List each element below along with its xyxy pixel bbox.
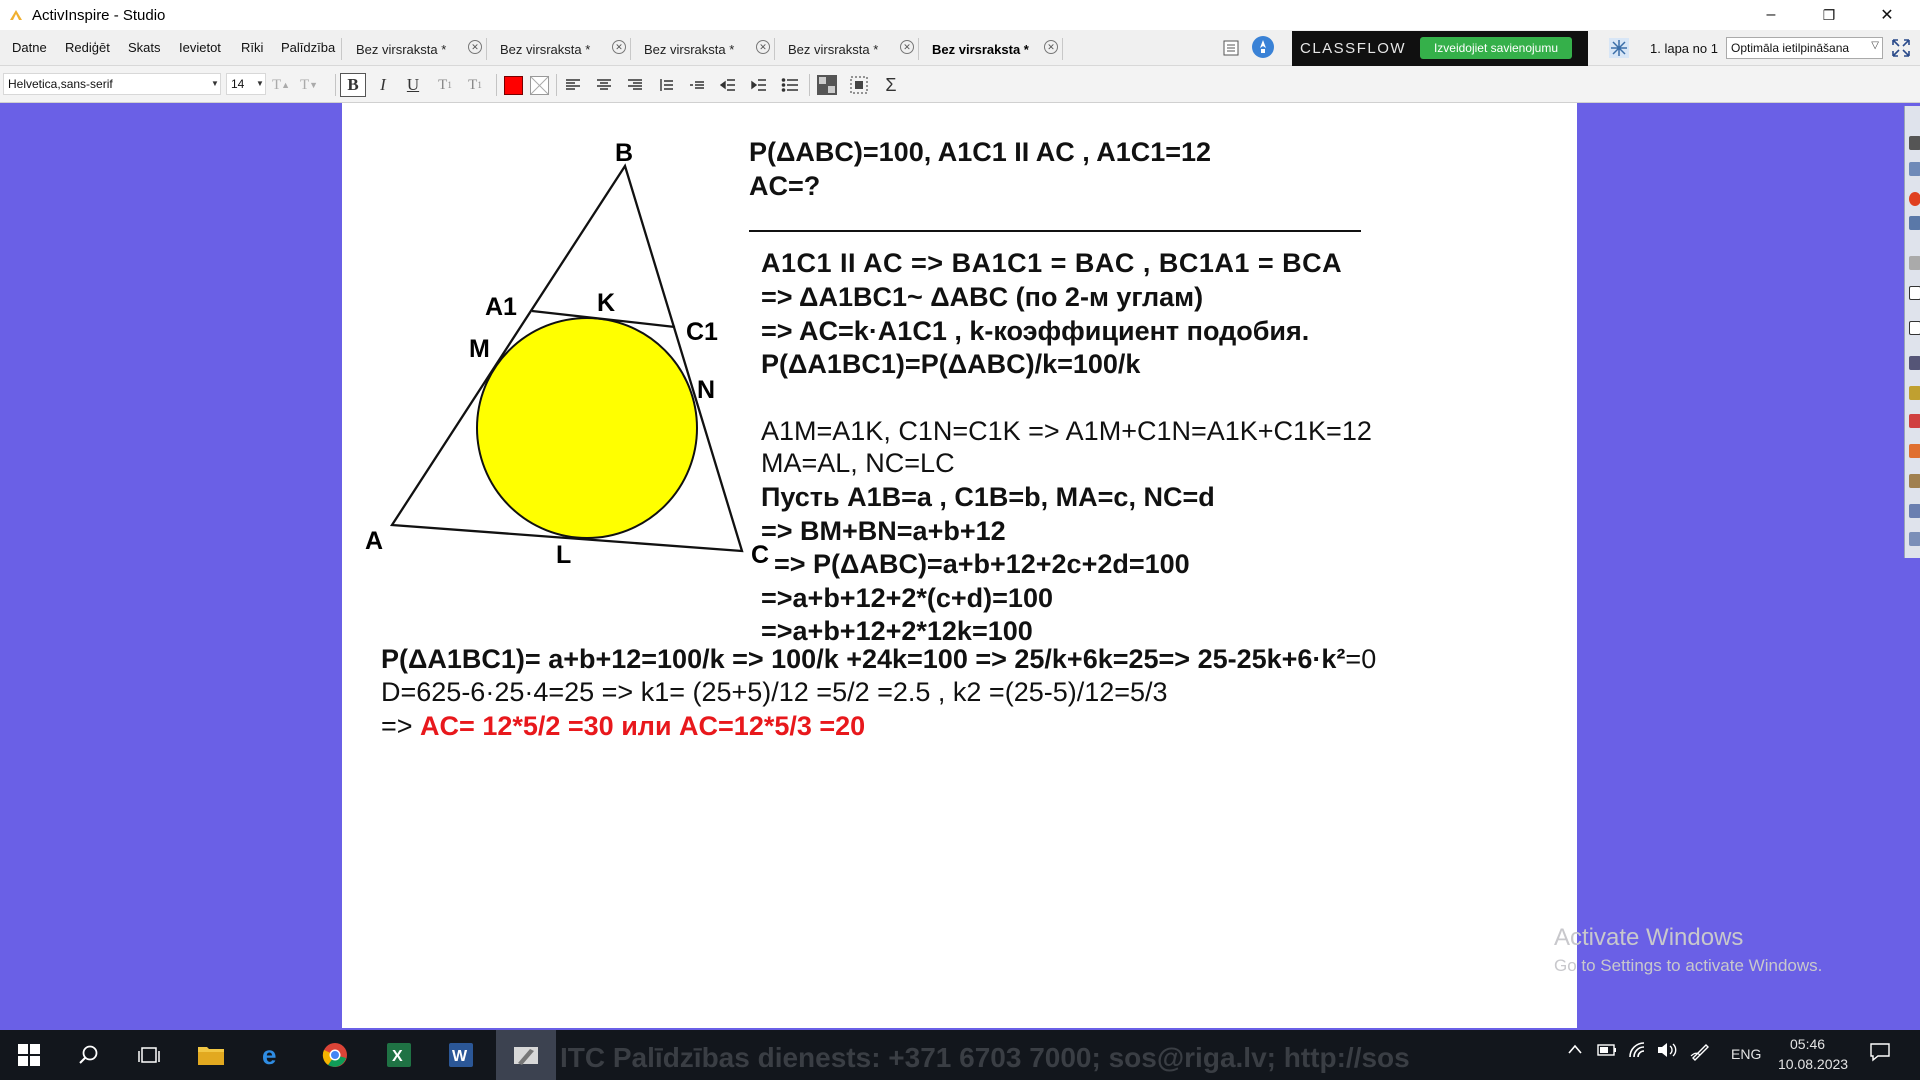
tab-document-2[interactable]: Bez virsraksta * xyxy=(500,41,591,57)
zoom-select[interactable] xyxy=(1726,37,1883,59)
connect-button[interactable]: Izveidojiet savienojumu xyxy=(1420,37,1572,59)
problem-question: AC=? xyxy=(749,171,821,201)
label-b: B xyxy=(615,139,634,167)
record-icon[interactable] xyxy=(1909,192,1920,206)
menu-datne[interactable]: Datne xyxy=(12,40,47,55)
tab-document-5[interactable]: Bez virsraksta * xyxy=(932,41,1029,57)
edit-tool-icon[interactable] xyxy=(1909,321,1920,335)
menu-rediget[interactable]: Rediģēt xyxy=(65,40,110,55)
clock-time[interactable]: 05:46 xyxy=(1790,1036,1826,1052)
select-frame-icon[interactable] xyxy=(846,73,872,97)
step-parallel-angles: A1C1 II AC => BA1C1 = BAC , BC1A1 = BCA xyxy=(761,248,1343,278)
tab-separator xyxy=(486,38,487,60)
font-dropdown-arrow-icon[interactable]: ▼ xyxy=(211,79,219,88)
size-dropdown-arrow-icon[interactable]: ▼ xyxy=(256,79,264,88)
equation-main: P(ΔA1BC1)= a+b+12=100/k => 100/k +24k=100 => 25/k+6k=25=> 25-25k+6·k² xyxy=(381,644,1346,674)
geometry-diagram xyxy=(342,103,802,583)
label-c: C xyxy=(751,541,770,569)
step-perimeter-abc: => P(ΔABC)=a+b+12+2c+2d=100 xyxy=(774,549,1190,579)
label-c1: C1 xyxy=(686,318,718,346)
zoom-value: Optimāla ietilpināšana xyxy=(1731,41,1850,55)
tab-separator xyxy=(341,38,342,60)
more-tools-icon[interactable] xyxy=(1909,532,1920,546)
problem-given: P(ΔABC)=100, A1C1 II AC , A1C1=12 xyxy=(749,137,1212,167)
title-bar xyxy=(0,0,1920,30)
toolbar-separator xyxy=(556,74,557,96)
discriminant-line: D=625-6·25·4=25 => k1= (25+5)/12 =5/2 =2.5 , k2 =(25-5)/12=5/3 xyxy=(381,677,1168,707)
step-similarity: => ΔA1BC1~ ΔABC (по 2-м углам) xyxy=(761,282,1204,312)
font-family-value: Helvetica,sans-serif xyxy=(8,77,113,91)
label-k: K xyxy=(597,289,616,317)
tab-separator xyxy=(918,38,919,60)
rocket-icon[interactable] xyxy=(1250,35,1276,59)
shape-icon[interactable] xyxy=(1909,386,1920,400)
tab-document-1[interactable]: Bez virsraksta * xyxy=(356,41,447,57)
decrease-font-icon[interactable]: T ▼ xyxy=(299,76,319,93)
pen-icon[interactable] xyxy=(1909,136,1920,150)
snowflake-icon[interactable] xyxy=(1606,36,1632,60)
label-n: N xyxy=(697,376,716,404)
pen-workspace-icon[interactable] xyxy=(1690,1041,1712,1064)
windows-start-icon[interactable] xyxy=(14,1040,44,1070)
activinspire-app-icon xyxy=(8,7,24,23)
table-icon[interactable] xyxy=(814,73,840,97)
chevron-down-icon: ▽ xyxy=(1871,40,1879,51)
tray-expand-icon[interactable] xyxy=(1568,1042,1582,1058)
divider-line xyxy=(749,230,1361,232)
answer-prefix: => xyxy=(381,711,421,741)
chrome-icon[interactable] xyxy=(320,1040,350,1070)
equation-line xyxy=(381,644,1376,675)
red-color-icon xyxy=(504,76,523,95)
language-indicator[interactable]: ENG xyxy=(1731,1046,1762,1062)
connector-icon[interactable] xyxy=(1909,504,1920,518)
superscript-icon[interactable]: T 1 xyxy=(438,76,452,93)
label-a: A xyxy=(365,527,384,555)
subscript-icon[interactable]: T 1 xyxy=(468,76,482,93)
menu-skats[interactable]: Skats xyxy=(128,40,161,55)
svg-text:e: e xyxy=(262,1042,277,1068)
word-icon[interactable] xyxy=(446,1040,476,1070)
menu-ievietot[interactable]: Ievietot xyxy=(179,40,221,55)
grid-icon[interactable] xyxy=(1909,162,1920,176)
toolbar-separator xyxy=(496,74,497,96)
line-spacing-decrease-icon[interactable] xyxy=(684,73,710,97)
watermark-subtitle: Go to Settings to activate Windows. xyxy=(1554,956,1823,975)
helpdesk-banner: ITC Palīdzības dienests: +371 6703 7000; sos@riga.lv; http://sos xyxy=(560,1042,1410,1073)
tab-close-icon[interactable]: ✕ xyxy=(612,40,626,54)
text-tool-icon[interactable] xyxy=(1909,286,1920,300)
step-tangents: A1M=A1K, C1N=C1K => A1M+C1N=A1K+C1K=12 xyxy=(761,416,1372,446)
indent-increase-icon[interactable] xyxy=(746,73,772,97)
align-center-icon[interactable] xyxy=(591,73,617,97)
window-title: ActivInspire - Studio xyxy=(32,6,166,24)
windows-taskbar xyxy=(0,1030,1920,1080)
side-toolbox-panel[interactable] xyxy=(1904,106,1920,558)
align-right-icon[interactable] xyxy=(622,73,648,97)
font-size-value: 14 xyxy=(231,77,245,91)
incircle xyxy=(477,318,697,538)
line-spacing-increase-icon[interactable] xyxy=(653,73,679,97)
tab-close-icon[interactable]: ✕ xyxy=(468,40,482,54)
file-explorer-icon[interactable] xyxy=(196,1040,226,1070)
menu-bar xyxy=(0,30,1920,66)
sigma-button[interactable]: Σ xyxy=(885,74,897,95)
minimize-button[interactable]: – xyxy=(1766,6,1776,23)
label-m: M xyxy=(469,335,490,363)
indent-decrease-icon[interactable] xyxy=(715,73,741,97)
highlighter-icon[interactable] xyxy=(1909,414,1920,428)
excel-icon[interactable] xyxy=(384,1040,414,1070)
svg-text:W: W xyxy=(452,1048,468,1065)
format-toolbar xyxy=(0,66,1920,103)
brush-icon[interactable] xyxy=(1909,356,1920,370)
equation-tail: =0 xyxy=(1345,644,1377,674)
step-tangents-2: MA=AL, NC=LC xyxy=(761,448,955,478)
tab-document-3[interactable]: Bez virsraksta * xyxy=(644,41,735,57)
align-left-icon[interactable] xyxy=(560,73,586,97)
text-color-swatch[interactable] xyxy=(500,73,526,97)
step-bm-bn: => BM+BN=a+b+12 xyxy=(761,516,1006,546)
page-browser-icon[interactable] xyxy=(1218,36,1244,60)
toolbar-separator xyxy=(809,74,810,96)
tab-close-icon[interactable]: ✕ xyxy=(756,40,770,54)
battery-icon[interactable] xyxy=(1597,1043,1617,1060)
svg-text:X: X xyxy=(392,1048,403,1065)
tab-close-icon[interactable]: ✕ xyxy=(1044,40,1058,54)
watermark-title: Activate Windows xyxy=(1554,924,1744,951)
menu-riki[interactable]: Rīki xyxy=(241,40,264,55)
close-button[interactable]: ✕ xyxy=(1880,7,1894,24)
volume-icon[interactable] xyxy=(1656,1041,1678,1062)
step-sum-cd: =>a+b+12+2*(c+d)=100 xyxy=(761,583,1053,613)
activate-windows-watermark xyxy=(1554,924,1822,976)
step-substitute-k: =>a+b+12+2*12k=100 xyxy=(761,616,1033,646)
answer-line xyxy=(381,711,865,742)
wifi-icon[interactable] xyxy=(1628,1041,1648,1062)
edge-browser-icon[interactable] xyxy=(258,1040,288,1070)
answer-value: AC= 12*5/2 =30 или AC=12*5/3 =20 xyxy=(420,711,866,741)
activinspire-taskbar-icon[interactable] xyxy=(496,1030,556,1080)
font-family-select[interactable] xyxy=(3,73,221,95)
italic-button[interactable]: I xyxy=(380,75,386,94)
step-perimeter-ratio: P(ΔA1BC1)=P(ΔABC)/k=100/k xyxy=(761,349,1141,379)
search-icon[interactable] xyxy=(74,1040,104,1070)
classflow-panel xyxy=(1292,31,1588,66)
tab-separator xyxy=(1062,38,1063,60)
label-l: L xyxy=(556,541,572,569)
clock-date[interactable]: 10.08.2023 xyxy=(1778,1056,1849,1072)
tab-close-icon[interactable]: ✕ xyxy=(900,40,914,54)
stamp-icon[interactable] xyxy=(1909,474,1920,488)
fullscreen-icon[interactable] xyxy=(1888,36,1914,60)
maximize-button[interactable]: ❐ xyxy=(1822,6,1836,23)
increase-font-icon[interactable]: T ▲ xyxy=(271,76,291,93)
tab-document-4[interactable]: Bez virsraksta * xyxy=(788,41,879,57)
menu-palidziba[interactable]: Palīdzība xyxy=(281,40,336,55)
task-view-icon[interactable] xyxy=(134,1040,164,1070)
highlight-color-swatch[interactable] xyxy=(526,73,552,97)
fill-icon[interactable] xyxy=(1909,444,1920,458)
classflow-logo: CLASSFLOW xyxy=(1300,40,1407,57)
tab-separator xyxy=(630,38,631,60)
step-let: Пусть A1B=a , C1B=b, MA=c, NC=d xyxy=(761,482,1215,512)
bullet-list-icon[interactable] xyxy=(777,73,803,97)
notifications-icon[interactable] xyxy=(1869,1042,1891,1065)
page-indicator: 1. lapa no 1 xyxy=(1650,41,1718,56)
underline-button[interactable]: U xyxy=(406,75,420,94)
tab-separator xyxy=(774,38,775,60)
toolbar-separator xyxy=(335,74,336,96)
bold-button[interactable]: B xyxy=(340,73,366,97)
tool-icon[interactable] xyxy=(1909,216,1920,230)
step-coefficient: => AC=k·A1C1 , k-коэффициент подобия. xyxy=(761,316,1310,346)
eraser-icon[interactable] xyxy=(1909,256,1920,270)
label-a1: A1 xyxy=(485,293,517,321)
